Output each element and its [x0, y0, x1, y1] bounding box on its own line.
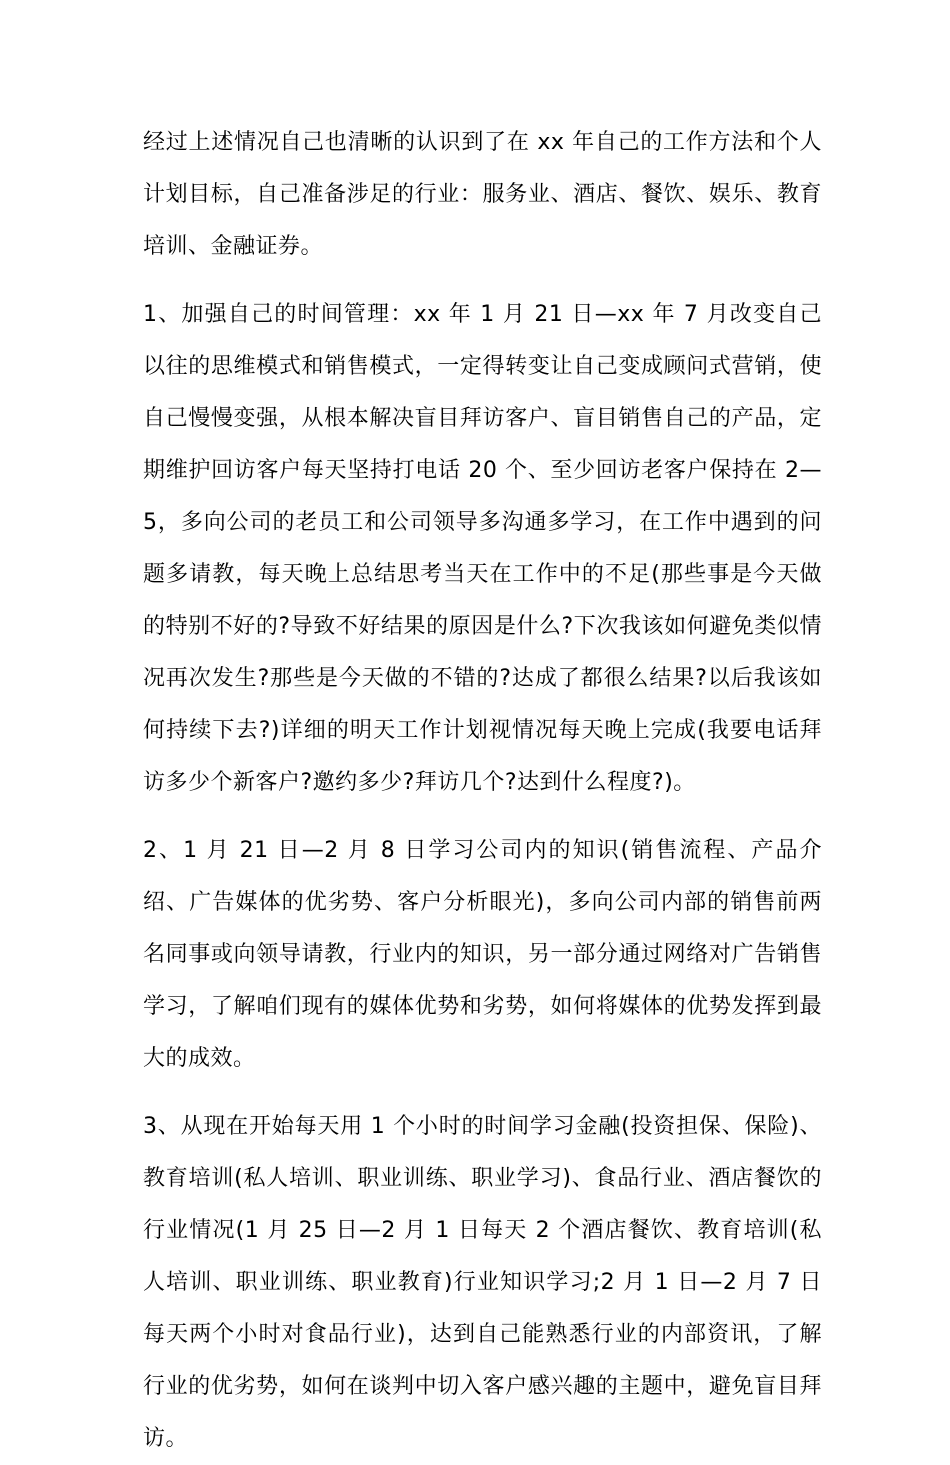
paragraph-intro: 经过上述情况自己也清晰的认识到了在 xx 年自己的工作方法和个人计划目标，自己准备涉足的行业：服务业、酒店、餐饮、娱乐、教育培训、金融证券。	[143, 130, 822, 259]
paragraph-item-2-company-knowledge: 2、1 月 21 日—2 月 8 日学习公司内的知识(销售流程、产品介绍、广告媒体的优劣势、客户分析眼光)，多向公司内部的销售前两名同事或向领导请教，行业内的知识，另一部分通过网络对广告销售学习，了解咱们现有的媒体优势和劣势，如何将媒体的优势发挥到最大的成效。	[143, 838, 822, 1071]
paragraph-item-1-time-management: 1、加强自己的时间管理：xx 年 1 月 21 日—xx 年 7 月改变自己以往的思维模式和销售模式，一定得转变让自己变成顾问式营销，使自己慢慢变强，从根本解决盲目拜访客户、盲目销售自己的产品，定期维护回访客户每天坚持打电话 20 个、至少回访老客户保持在 2—5，多向公司的老员工和公司领导多沟通多学习，在工作中遇到的问题多请教，每天晚上总结思考当天在工作中的不足(那些事是今天做的特别不好的?导致不好结果的原因是什么?下次我该如何避免类似情况再次发生?那些是今天做的不错的?达成了都很么结果?以后我该如何持续下去?)详细的明天工作计划视情况每天晚上完成(我要电话拜访多少个新客户?邀约多少?拜访几个?达到什么程度?)。	[143, 302, 822, 795]
paragraph-item-3-industry-study: 3、从现在开始每天用 1 个小时的时间学习金融(投资担保、保险)、教育培训(私人培训、职业训练、职业学习)、食品行业、酒店餐饮的行业情况(1 月 25 日—2 月 1 日每天 2 个酒店餐饮、教育培训(私人培训、职业训练、职业教育)行业知识学习;2 月 1 日—2 月 7 日每天两个小时对食品行业)，达到自己能熟悉行业的内部资讯，了解行业的优劣势，如何在谈判中切入客户感兴趣的主题中，避免盲目拜访。	[143, 1114, 822, 1451]
